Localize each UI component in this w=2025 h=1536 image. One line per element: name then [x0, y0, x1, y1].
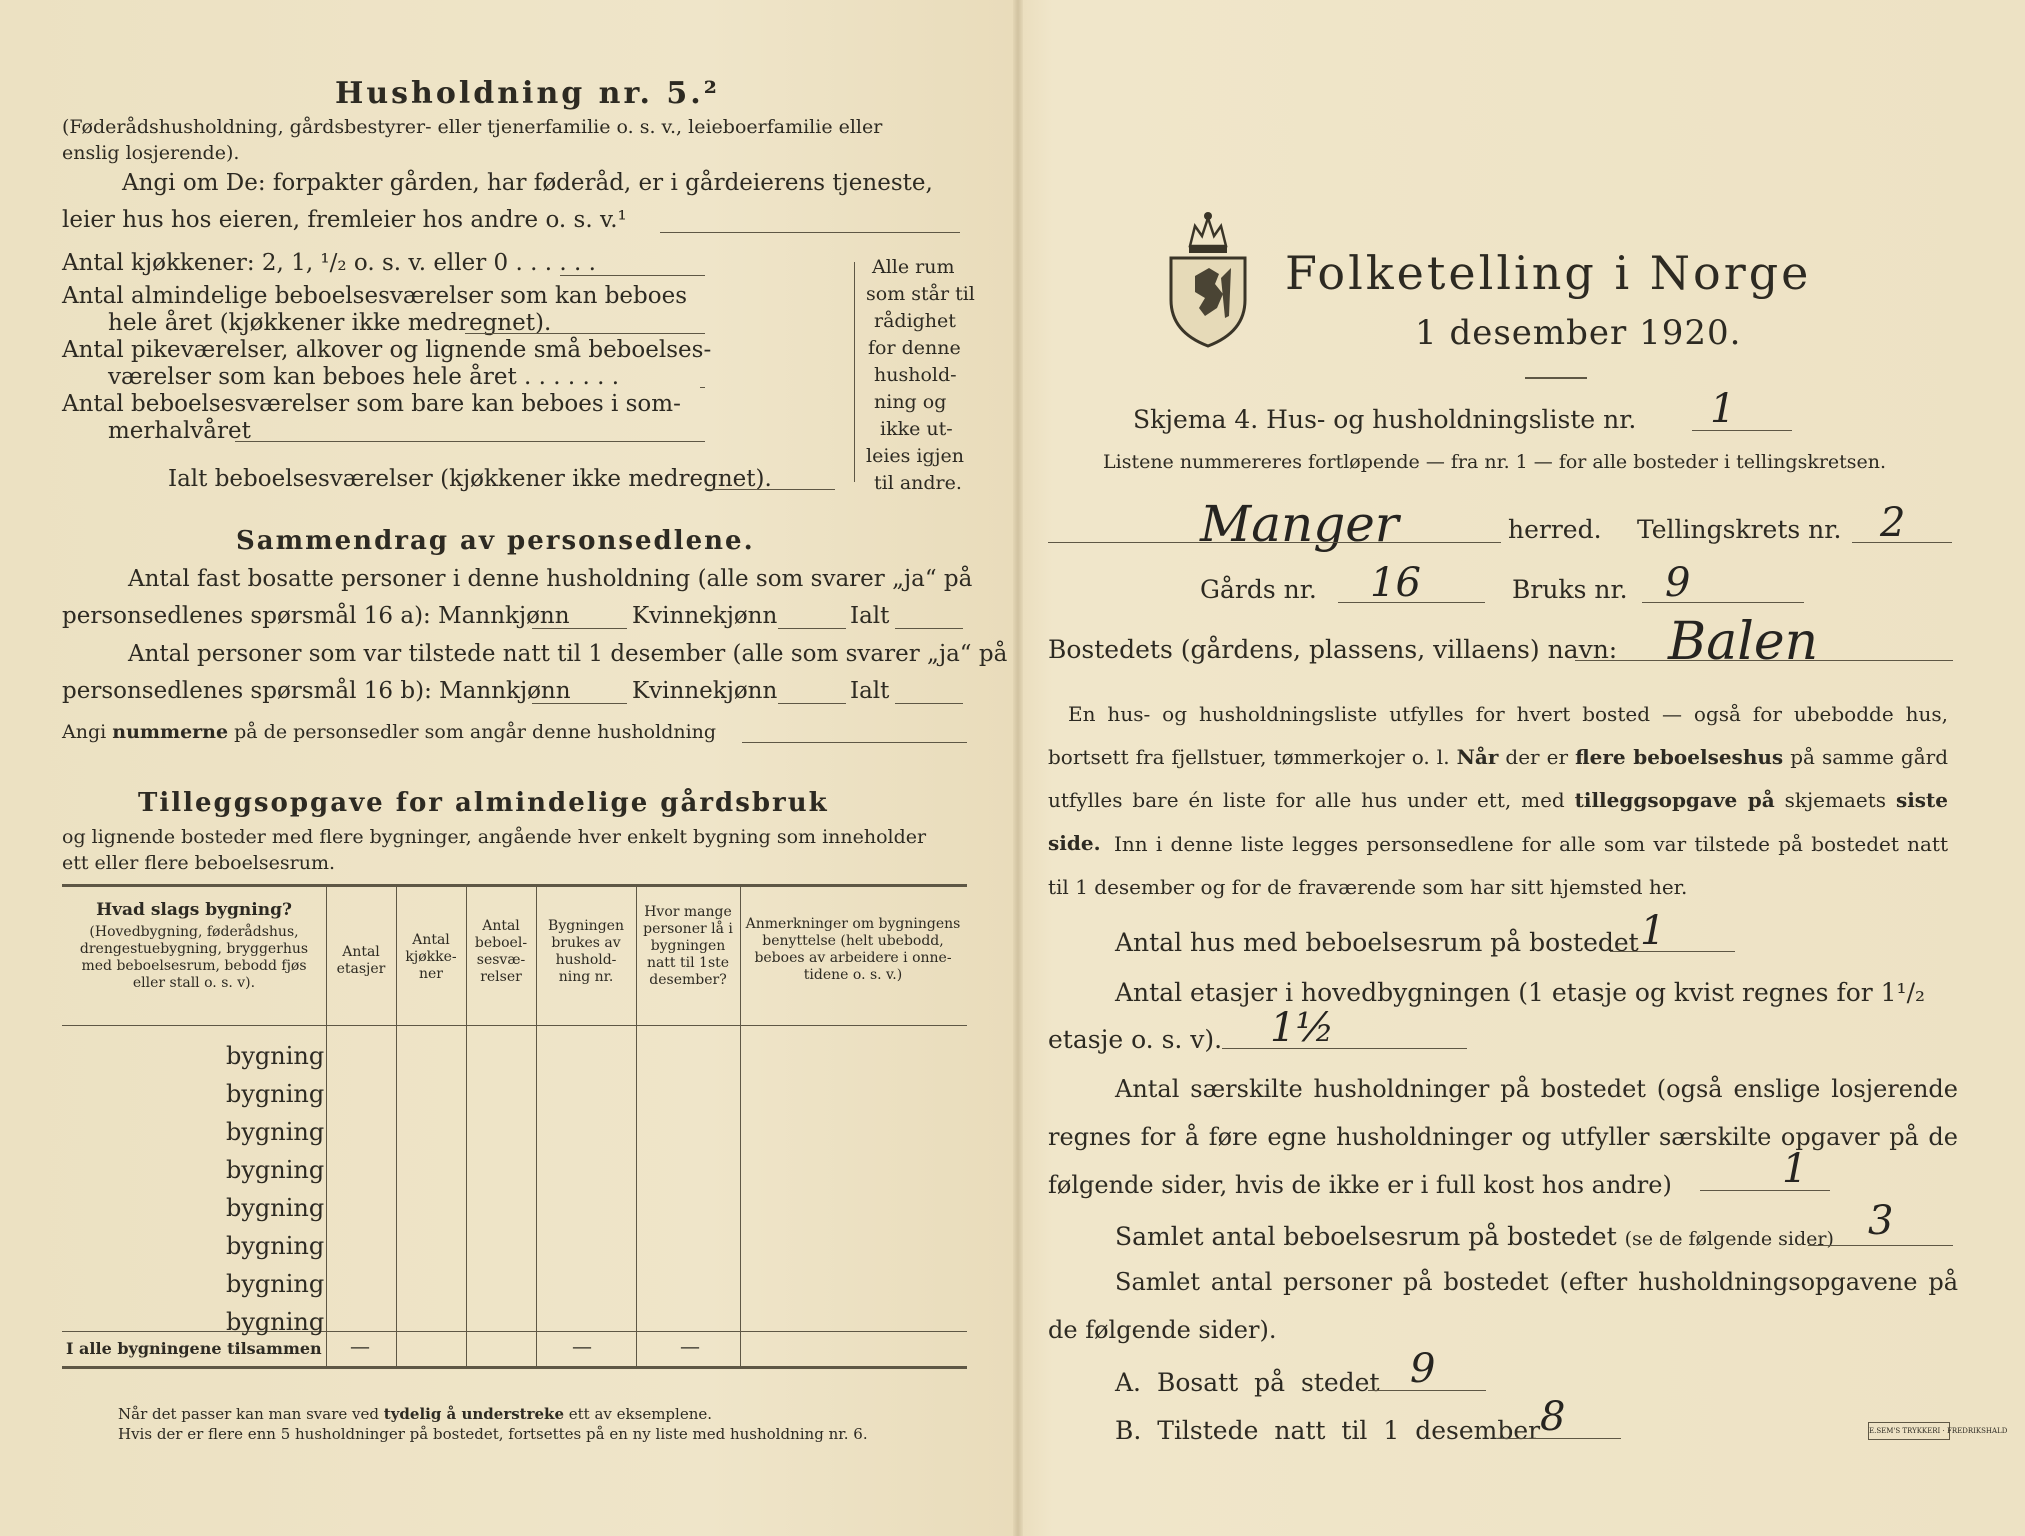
household-subtitle-line2: enslig losjerende).: [62, 142, 240, 164]
table-row: bygning: [226, 1118, 325, 1146]
gards-value: 16: [1370, 560, 1421, 606]
present-female-label: Kvinnekjønn: [632, 678, 778, 704]
small-rooms-label-b: værelser som kan beboes hele året . . . . . . .: [108, 364, 620, 390]
instructions-paragraph-1: En hus- og husholdningsliste utfylles for hvert bosted — også for ubebodde hus, bortsett fra fjellstuer, tømmerkojer o. l. Når der er flere beboelseshus på samme gård utfylles bare én liste for alle hus under ett, med tilleggsopgave på skjemaets siste side.: [1048, 702, 1949, 855]
form-date: 1 desember 1920.: [1415, 313, 1742, 353]
households-label: Antal særskilte husholdninger på bostedet (også enslige losjerende regnes for å føre egne husholdninger og utfyller særskilte opgaver på de følgende sider, hvis de ikke er i full kost hos andre): [1048, 1075, 1958, 1199]
tenure-question-line1: Angi om De: forpakter gården, har føderåd, er i gårdeierens tjeneste,: [122, 170, 933, 196]
small-rooms-label-a: Antal pikeværelser, alkover og lignende små beboelses-: [62, 337, 712, 363]
resident-value: 9: [1410, 1346, 1436, 1392]
household-title: Husholdning nr. 5.²: [335, 76, 720, 111]
resident-female-label: Kvinnekjønn: [632, 603, 778, 629]
total-rooms-label: Samlet antal beboelsesrum på bostedet (se de følgende sider): [1115, 1222, 1834, 1251]
present-label: B. Tilstede natt til 1 desember: [1115, 1416, 1541, 1445]
summary-resident-line2: personsedlenes spørsmål 16 a): Mannkjønn: [62, 603, 570, 629]
present-value: 8: [1540, 1394, 1566, 1440]
table-row: bygning: [226, 1232, 325, 1260]
table-total-label: I alle bygningene tilsammen: [66, 1339, 322, 1358]
printer-stamp: E.SEM'S TRYKKERI · FREDRIKSHALD: [1868, 1422, 1950, 1440]
present-total-label: Ialt: [850, 678, 890, 704]
resident-total-label: Ialt: [850, 603, 890, 629]
numbering-note: Listene nummereres fortløpende — fra nr. 1 — for alle bosteder i tellingskretsen.: [1103, 451, 1887, 473]
total-rooms-label: Ialt beboelsesværelser (kjøkkener ikke medregnet).: [168, 466, 772, 492]
bosted-label: Bostedets (gårdens, plassens, villaens) navn:: [1048, 635, 1618, 664]
kitchens-label: Antal kjøkkener: 2, 1, ¹/₂ o. s. v. eller 0 . . . . . .: [62, 250, 596, 276]
bruks-label: Bruks nr.: [1512, 575, 1628, 604]
supplement-title: Tilleggsopgave for almindelige gårdsbruk: [138, 788, 829, 818]
tenure-question-line2: leier hus hos eieren, fremleier hos andre o. s. v.¹: [62, 207, 627, 233]
houses-label: Antal hus med beboelsesrum på bostedet: [1115, 928, 1639, 957]
rooms-label-a: Antal almindelige beboelsesværelser som kan beboes: [62, 283, 688, 309]
footnote-2: Hvis der er flere enn 5 husholdninger på bostedet, fortsettes på en ny liste med husholdning nr. 6.: [118, 1425, 868, 1443]
footnote-1: Når det passer kan man svare ved tydelig å understreke ett av eksemplene.: [118, 1405, 713, 1423]
summer-rooms-label-a: Antal beboelsesværelser som bare kan beboes i som-: [62, 391, 681, 417]
col-persons-header: Hvor mange personer lå i bygningen natt til 1ste desember?: [643, 904, 733, 988]
col-building-type-header: Hvad slags bygning?: [96, 900, 292, 920]
total-persons-dash: —: [680, 1334, 700, 1358]
summer-rooms-label-b: merhalvåret: [108, 418, 251, 444]
list-number-value: 1: [1710, 386, 1736, 432]
floors-label-line2: etasje o. s. v).: [1048, 1025, 1223, 1054]
tellingskrets-label: Tellingskrets nr.: [1637, 515, 1842, 544]
floors-label-line1: Antal etasjer i hovedbygningen (1 etasje og kvist regnes for 1¹/₂: [1115, 978, 1926, 1007]
gards-label: Gårds nr.: [1200, 575, 1317, 604]
total-rooms-value: 3: [1868, 1198, 1894, 1244]
coat-of-arms-icon: [1165, 208, 1251, 350]
herred-value: Manger: [1200, 495, 1399, 553]
person-slip-numbers: Angi nummerne på de personsedler som angår denne husholdning: [62, 721, 717, 743]
total-floors-dash: —: [350, 1334, 370, 1358]
total-household-dash: —: [572, 1334, 592, 1358]
col-building-type-desc: (Hovedbygning, føderådshus, drengestuebygning, bryggerhus med beboelsesrum, bebodd fjøs eller stall o. s. v).: [79, 924, 309, 991]
col-floors-header: Antal etasjer: [336, 944, 386, 977]
bruks-value: 9: [1665, 560, 1691, 606]
page-fold: [1013, 0, 1023, 1536]
table-row: bygning: [226, 1270, 325, 1298]
household-subtitle-line1: (Føderådshusholdning, gårdsbestyrer- eller tjenerfamilie o. s. v., leieboerfamilie eller: [62, 116, 883, 138]
floors-value: 1½: [1270, 1005, 1335, 1051]
col-kitchens-header: Antal kjøkke- ner: [405, 932, 457, 982]
supplement-desc-line1: og lignende bosteder med flere bygninger, angående hver enkelt bygning som inneholder: [62, 826, 927, 848]
supplement-desc-line2: ett eller flere beboelsesrum.: [62, 852, 336, 874]
col-rooms-header: Antal beboel- sesvæ- relser: [474, 918, 528, 985]
tellingskrets-value: 2: [1880, 500, 1906, 546]
table-row: bygning: [226, 1042, 325, 1070]
houses-value: 1: [1640, 908, 1666, 954]
summary-present-line2: personsedlenes spørsmål 16 b): Mannkjønn: [62, 678, 571, 704]
col-household-header: Bygningen brukes av hushold- ning nr.: [548, 918, 624, 985]
table-row: bygning: [226, 1308, 325, 1336]
summary-title: Sammendrag av personsedlene.: [236, 526, 755, 556]
summary-present-line1: Antal personer som var tilstede natt til 1 desember (alle som svarer „ja“ på: [128, 641, 1008, 667]
col-remarks-header: Anmerkninger om bygningens benyttelse (helt ubebodd, beboes av arbeidere i onne- tidene o. s. v.): [745, 916, 961, 983]
total-persons-label: Samlet antal personer på bostedet (efter husholdningsopgavene på de følgende sider).: [1048, 1268, 1958, 1344]
table-row: bygning: [226, 1194, 325, 1222]
bosted-value: Balen: [1668, 612, 1819, 672]
households-value: 1: [1782, 1146, 1808, 1192]
herred-label: herred.: [1508, 515, 1602, 544]
resident-label: A. Bosatt på stedet: [1115, 1368, 1380, 1397]
schema-label: Skjema 4. Hus- og husholdningsliste nr.: [1133, 405, 1637, 434]
form-main-title: Folketelling i Norge: [1285, 246, 1812, 300]
table-row: bygning: [226, 1080, 325, 1108]
instructions-paragraph-2: Inn i denne liste legges personsedlene for alle som var tilstede på bostedet natt til 1 desember og for de fraværende som har sitt hjemsted her.: [1048, 832, 1948, 899]
summary-resident-line1: Antal fast bosatte personer i denne husholdning (alle som svarer „ja“ på: [128, 566, 973, 592]
rooms-label-b: hele året (kjøkkener ikke medregnet).: [108, 310, 552, 336]
table-row: bygning: [226, 1156, 325, 1184]
